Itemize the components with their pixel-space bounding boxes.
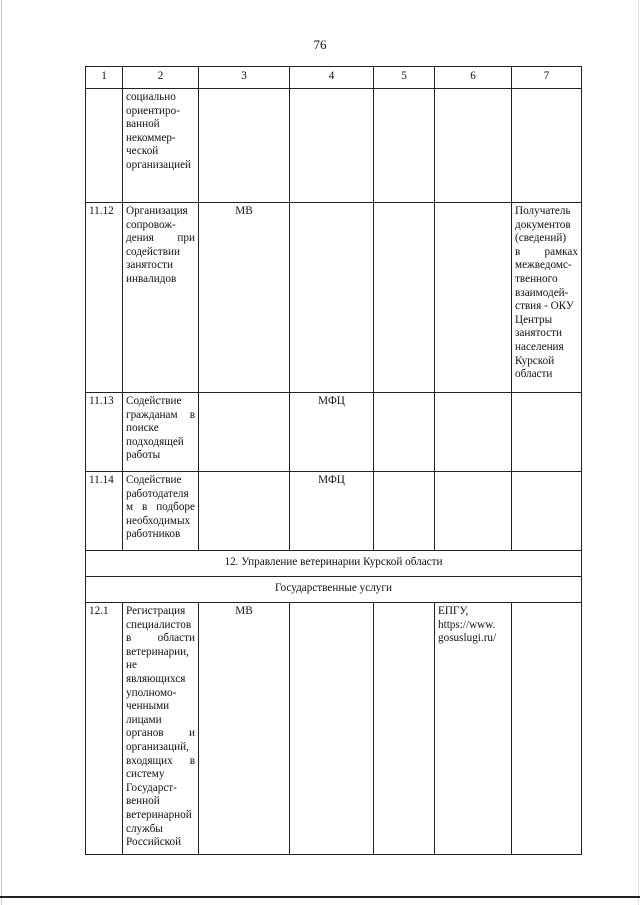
note-line: в рамках: [515, 245, 578, 258]
name-line: некоммер-: [126, 131, 176, 144]
name-line: ченными: [126, 700, 170, 713]
header-col-6: 6: [435, 67, 512, 89]
header-col-1: 1: [86, 67, 123, 89]
note-line: взаимодей-: [515, 286, 569, 299]
table-row-11-14: [86, 472, 582, 551]
name-line: сопровож-: [126, 218, 176, 231]
table-row-11-12: [86, 203, 582, 393]
cell-col-4: [290, 89, 374, 203]
note-line: Получатель: [515, 205, 571, 217]
table-row-12-1: [86, 603, 582, 855]
name-line: службы: [126, 822, 163, 835]
row-number: 11.12: [86, 203, 123, 393]
name-line: социально: [126, 91, 176, 103]
cell-col-7: [512, 203, 582, 393]
name-line: органов и: [126, 727, 195, 740]
name-line: Организация: [126, 205, 188, 217]
name-line: работников: [126, 528, 181, 541]
row-number: [86, 89, 123, 203]
header-col-5: 5: [374, 67, 435, 89]
header-col-7: 7: [512, 67, 582, 89]
name-line: работы: [126, 449, 161, 462]
portal-url: gosuslugi.ru/: [438, 632, 497, 645]
table-row-11-13: [86, 393, 582, 472]
name-line: ветеринарной: [126, 808, 192, 821]
name-line: Содействие: [126, 395, 182, 407]
note-line: межведомс-: [515, 259, 572, 272]
section-row: [86, 551, 582, 577]
cell-col-5: [374, 603, 435, 855]
name-line: занятости: [126, 259, 173, 272]
name-line: поиске: [126, 422, 159, 435]
name-line: Российской: [126, 836, 182, 849]
service-name: [123, 203, 199, 393]
name-line: Государст-: [126, 781, 177, 794]
name-line: м в подборе: [126, 501, 195, 514]
cell-col-3: [199, 89, 290, 203]
service-name: [123, 393, 199, 472]
cell-col-4: МФЦ: [290, 472, 374, 551]
cell-col-4: [290, 603, 374, 855]
row-number: 11.14: [86, 472, 123, 551]
cell-col-5: [374, 203, 435, 393]
scan-left-edge: [1, 0, 2, 905]
name-line: ориентиро-: [126, 104, 180, 117]
note-line: населения: [515, 340, 564, 353]
scan-bottom-edge: [0, 896, 640, 898]
cell-col-6: [435, 472, 512, 551]
cell-col-3: [199, 393, 290, 472]
header-col-3: 3: [199, 67, 290, 89]
table-row-continuation: [86, 89, 582, 203]
cell-col-6: [435, 89, 512, 203]
name-line: необходимых: [126, 514, 191, 527]
name-line: гражданам в: [126, 408, 195, 421]
name-line: не: [126, 659, 137, 672]
cell-col-7: [512, 603, 582, 855]
service-name: [123, 472, 199, 551]
page-number: 76: [313, 37, 327, 52]
note-line: твенного: [515, 272, 558, 285]
note-line: занятости: [515, 327, 562, 340]
name-line: подходящей: [126, 435, 184, 448]
cell-col-6: [435, 203, 512, 393]
cell-col-7: [512, 393, 582, 472]
name-line: работодателя: [126, 487, 189, 500]
cell-col-6: [435, 603, 512, 855]
name-line: входящих в: [126, 754, 195, 767]
row-number: 11.13: [86, 393, 123, 472]
cell-col-4: МФЦ: [290, 393, 374, 472]
note-line: области: [515, 368, 553, 381]
subsection-title: Государственные услуги: [86, 577, 582, 603]
cell-col-6: [435, 393, 512, 472]
name-line: организаций,: [126, 740, 189, 753]
subsection-row: [86, 577, 582, 603]
header-col-4: 4: [290, 67, 374, 89]
name-line: являющихся: [126, 672, 186, 685]
note-line: ствия - ОКУ: [515, 300, 574, 313]
name-line: специалистов: [126, 618, 192, 631]
cell-col-5: [374, 393, 435, 472]
cell-col-3: [199, 472, 290, 551]
name-line: уполномо-: [126, 686, 177, 699]
note-line: Курской: [515, 354, 555, 367]
section-title: 12. Управление ветеринарии Курской области: [86, 551, 582, 577]
cell-col-7: [512, 89, 582, 203]
note-line: Центры: [515, 313, 553, 326]
header-col-2: 2: [123, 67, 199, 89]
cell-col-7: [512, 472, 582, 551]
services-table: [85, 66, 582, 855]
note-line: (сведений): [515, 232, 567, 245]
service-name: [123, 89, 199, 203]
cell-col-5: [374, 472, 435, 551]
name-line: Содействие: [126, 474, 182, 486]
name-line: в области: [126, 632, 195, 645]
name-line: лицами: [126, 713, 162, 726]
portal-url: https://www.: [438, 618, 496, 631]
name-line: ванной: [126, 118, 160, 131]
name-line: ветеринарии,: [126, 645, 189, 658]
cell-col-4: [290, 203, 374, 393]
cell-col-3: МВ: [199, 603, 290, 855]
name-line: Регистрация: [126, 605, 186, 617]
name-line: инвалидов: [126, 272, 177, 285]
row-number: 12.1: [86, 603, 123, 855]
cell-col-3: МВ: [199, 203, 290, 393]
name-line: организацией: [126, 158, 192, 171]
name-line: содействии: [126, 245, 180, 258]
note-line: документов: [515, 218, 571, 231]
name-line: дения при: [126, 232, 195, 245]
portal-line: ЕПГУ,: [438, 605, 469, 617]
cell-col-5: [374, 89, 435, 203]
table-header-row: [86, 67, 582, 89]
service-name: [123, 603, 199, 855]
name-line: венной: [126, 795, 160, 808]
scan-right-edge: [638, 0, 639, 905]
name-line: систему: [126, 768, 165, 781]
name-line: ческой: [126, 145, 159, 158]
